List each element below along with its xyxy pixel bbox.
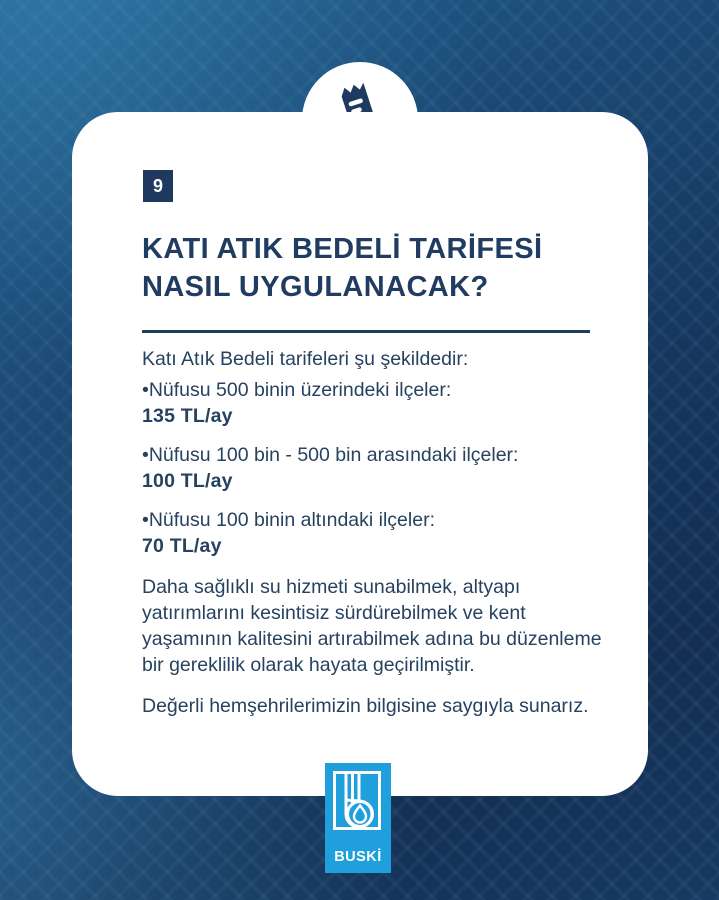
closing-paragraph: Değerli hemşehrilerimizin bilgisine saygıyla sunarız.: [142, 695, 589, 717]
title-line-1: KATI ATIK BEDELİ TARİFESİ: [142, 233, 543, 265]
title-divider: [142, 330, 590, 333]
page-title: [142, 230, 612, 306]
intro-text: Katı Atık Bedeli tarifeleri şu şekildedir:: [142, 348, 469, 370]
tariff-amount: 70 TL/ay: [142, 535, 222, 557]
tariff-label: •Nüfusu 500 binin üzerindeki ilçeler:: [142, 379, 452, 401]
page-number-badge: 9: [143, 170, 173, 202]
tariff-item: [142, 507, 614, 559]
tariff-item: [142, 442, 614, 494]
info-card: [72, 112, 648, 796]
body-text: [142, 346, 614, 719]
tariff-label: •Nüfusu 100 binin altındaki ilçeler:: [142, 509, 435, 531]
buski-logo: [325, 763, 391, 873]
buski-water-drop-emblem-icon: [332, 770, 384, 847]
tariff-label: •Nüfusu 100 bin - 500 bin arasındaki ilçeler:: [142, 444, 519, 466]
buski-logo-text: BUSKİ: [334, 849, 382, 865]
tariff-amount: 135 TL/ay: [142, 405, 233, 427]
tariff-item: [142, 377, 614, 429]
title-line-2: NASIL UYGULANACAK?: [142, 271, 489, 303]
explanation-paragraph: Daha sağlıklı su hizmeti sunabilmek, altyapı yatırımlarını kesintisiz sürdürebilmek ve kent yaşamının kalitesini artırabilmek adına bu düzenleme bir gereklilik olarak hayata geçirilmiştir.: [142, 576, 602, 676]
tariff-amount: 100 TL/ay: [142, 470, 233, 492]
